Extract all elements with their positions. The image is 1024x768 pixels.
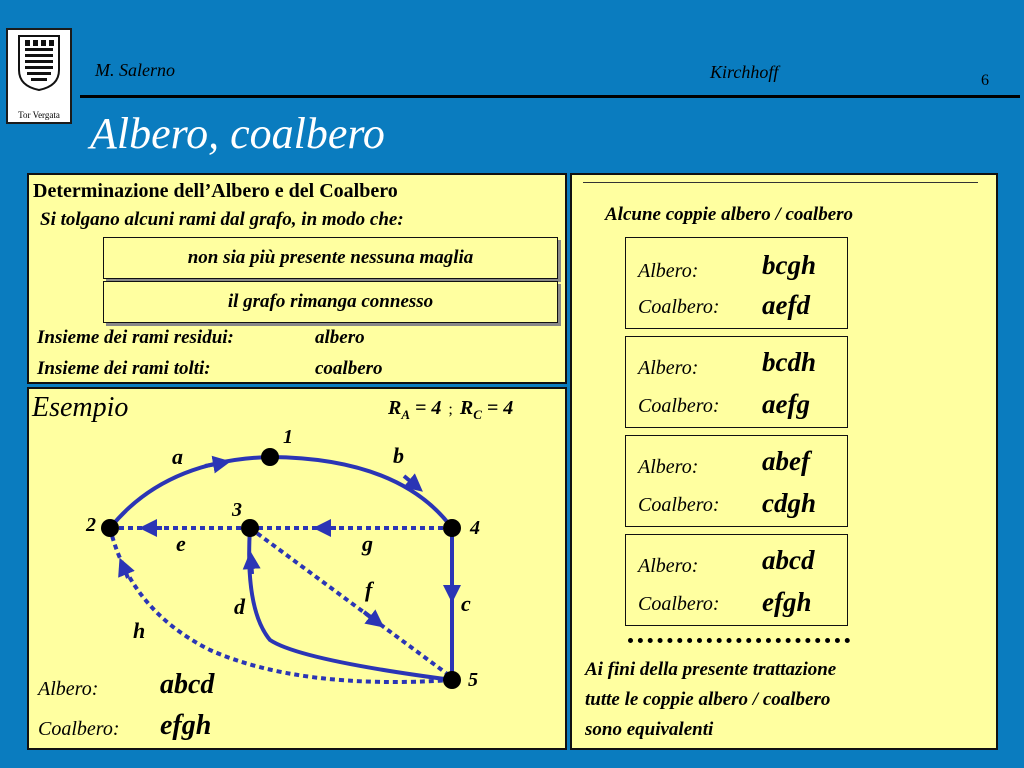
rc-symbol: R bbox=[459, 397, 474, 419]
branch-a-arrow bbox=[205, 463, 222, 466]
branch-label-c: c bbox=[461, 591, 471, 616]
ra-symbol: R bbox=[388, 397, 402, 419]
pair-cotree-label: Coalbero: bbox=[638, 593, 720, 615]
formula-separator: ; bbox=[448, 401, 453, 418]
branch-f bbox=[250, 528, 450, 676]
branch-b bbox=[270, 457, 452, 528]
branch-label-e: e bbox=[176, 531, 186, 556]
pair-cotree-label: Coalbero: bbox=[638, 395, 720, 417]
condition-no-loop: non sia più presente nessuna maglia bbox=[103, 237, 558, 279]
pair-cotree-value: aefd bbox=[762, 290, 810, 320]
node-label-3: 3 bbox=[232, 499, 242, 521]
pair-tree-value: abef bbox=[762, 446, 810, 476]
branch-a bbox=[110, 457, 270, 528]
pairs-note-line-2: tutte le coppie albero / coalbero bbox=[585, 689, 831, 710]
removed-label: Insieme dei rami tolti: bbox=[37, 358, 211, 379]
topic-name: Kirchhoff bbox=[710, 62, 779, 82]
branch-label-f: f bbox=[365, 577, 373, 602]
branch-f-arrow bbox=[364, 612, 377, 622]
pair-tree-label: Albero: bbox=[638, 456, 699, 478]
removed-value: coalbero bbox=[315, 358, 383, 379]
pair-card-2 bbox=[625, 336, 848, 428]
residual-value: albero bbox=[315, 327, 365, 348]
example-label: Esempio bbox=[32, 392, 129, 423]
pair-card-1 bbox=[625, 237, 848, 329]
pair-cotree-value: aefg bbox=[762, 389, 810, 419]
definition-heading: Determinazione dell’Albero e del Coalbero bbox=[33, 180, 398, 202]
pair-tree-value: bcdh bbox=[762, 347, 816, 377]
pair-cotree-label: Coalbero: bbox=[638, 296, 720, 318]
branch-h-arrow bbox=[123, 566, 128, 578]
pair-tree-label: Albero: bbox=[638, 357, 699, 379]
node-label-5: 5 bbox=[468, 669, 478, 691]
node-label-4: 4 bbox=[470, 517, 480, 539]
branch-label-h: h bbox=[133, 618, 146, 643]
branch-b-arrow bbox=[404, 476, 416, 486]
pairs-note-line-1: Ai fini della presente trattazione bbox=[585, 659, 837, 680]
node-4 bbox=[443, 519, 461, 537]
pair-card-3 bbox=[625, 435, 848, 527]
pair-cotree-label: Coalbero: bbox=[638, 494, 720, 516]
branch-d-arrow bbox=[251, 560, 252, 574]
example-tree-value: abcd bbox=[160, 669, 215, 700]
node-3 bbox=[241, 519, 259, 537]
condition-connected: il grafo rimanga connesso bbox=[103, 281, 558, 323]
pair-cotree-value: efgh bbox=[762, 587, 812, 617]
continuation-dots bbox=[628, 638, 850, 643]
pairs-title: Alcune coppie albero / coalbero bbox=[605, 204, 854, 225]
pair-cotree-value: cdgh bbox=[762, 488, 816, 518]
example-tree-label: Albero: bbox=[38, 678, 99, 700]
node-5 bbox=[443, 671, 461, 689]
ra-value: = 4 bbox=[415, 397, 442, 419]
pair-tree-label: Albero: bbox=[638, 260, 699, 282]
branch-label-g: g bbox=[362, 531, 373, 556]
rc-value: = 4 bbox=[486, 397, 514, 419]
example-cotree-value: efgh bbox=[160, 710, 212, 741]
example-cotree-label: Coalbero: bbox=[38, 718, 120, 740]
node-1 bbox=[261, 448, 279, 466]
pair-tree-label: Albero: bbox=[638, 555, 699, 577]
branch-label-b: b bbox=[393, 443, 404, 468]
slide-title: Albero, coalbero bbox=[90, 109, 385, 158]
pairs-top-rule bbox=[583, 182, 978, 183]
page-number: 6 bbox=[981, 72, 989, 89]
node-2 bbox=[101, 519, 119, 537]
node-label-2: 2 bbox=[86, 514, 96, 536]
pair-card-4 bbox=[625, 534, 848, 626]
logo-text: Tor Vergata bbox=[18, 110, 60, 120]
branch-label-a: a bbox=[172, 444, 183, 469]
pair-tree-value: abcd bbox=[762, 545, 815, 575]
author-name: M. Salerno bbox=[95, 60, 175, 80]
residual-label: Insieme dei rami residui: bbox=[37, 327, 234, 348]
branch-label-d: d bbox=[234, 594, 245, 619]
ra-subscript: A bbox=[401, 407, 411, 422]
pairs-note-line-3: sono equivalenti bbox=[585, 719, 714, 740]
node-label-1: 1 bbox=[283, 426, 293, 448]
pair-tree-value: bcgh bbox=[762, 250, 816, 280]
definition-intro: Si tolgano alcuni rami dal grafo, in modo che: bbox=[40, 209, 404, 230]
rc-subscript: C bbox=[473, 407, 482, 422]
